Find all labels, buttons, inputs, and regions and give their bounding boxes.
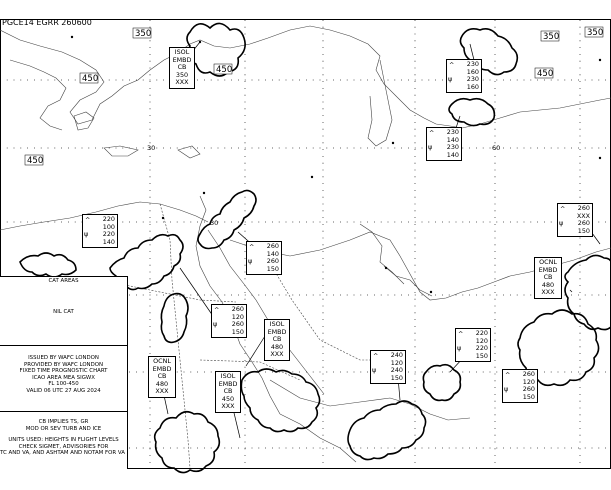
turbulence-icon: ^ (505, 371, 511, 379)
cat-areas-body: NIL CAT (53, 308, 74, 315)
turbulence-icon: ^ (85, 216, 91, 224)
fl-label: 450 (27, 156, 44, 166)
ice-turb-box: ^ ψ 220 100 220 140 (82, 214, 118, 248)
ice-turb-box: ^ ψ 260 140 260 150 (246, 241, 282, 275)
icing-icon: ψ (504, 385, 509, 393)
cb-box-isol-480: ISOL EMBD CB 480 XXX (264, 319, 290, 361)
grid-label-30-east: 30 (210, 219, 219, 227)
turbulence-icon: ^ (429, 129, 435, 137)
icing-icon: ψ (213, 320, 218, 328)
ice-turb-box: ^ ψ 260 XXX 260 150 (557, 203, 593, 237)
icing-icon: ψ (372, 366, 377, 374)
fl-label: 450 (82, 74, 99, 84)
turbulence-icon: ^ (373, 352, 379, 360)
turbulence-icon: ^ (458, 330, 464, 338)
fl-label: 450 (216, 65, 233, 75)
icing-icon: ψ (428, 143, 433, 151)
grid-label-30-north: 30 (147, 144, 156, 152)
cat-areas-panel (0, 276, 128, 345)
cat-areas-title: CAT AREAS (48, 278, 79, 284)
turbulence-icon: ^ (249, 243, 255, 251)
issue-panel: ISSUED BY WAFC LONDON PROVIDED BY WAFC LONDON FIXED TIME PROGNOSTIC CHART ICAO AREA MEA SIGWX FL 100-450 VALID 06 UTC 27 AUG 2024 (0, 345, 128, 411)
ice-turb-box: ^ ψ 230 160 230 160 (446, 59, 482, 93)
ice-turb-box: ^ ψ 230 140 230 140 (426, 127, 462, 161)
ice-turb-box: ^ ψ 220 120 220 150 (455, 328, 491, 362)
fl-label: 450 (537, 69, 554, 79)
fl-label: 350 (543, 32, 560, 42)
icing-icon: ψ (457, 344, 462, 352)
cb-box-ocnl-480-egypt: OCNL EMBD CB 480 XXX (148, 356, 176, 398)
fl-label: 350 (587, 28, 604, 38)
turbulence-icon: ^ (214, 306, 220, 314)
turbulence-icon: ^ (560, 205, 566, 213)
icing-icon: ψ (559, 219, 564, 227)
cb-box-isol-450: ISOL EMBD CB 450 XXX (215, 371, 241, 413)
icing-icon: ψ (248, 257, 253, 265)
fl-label: 350 (135, 29, 152, 39)
chart-id-label: PGCE14 EGRR 260600 (2, 18, 92, 27)
turbulence-icon: ^ (449, 61, 455, 69)
cb-box-ocnl-480-oman: OCNL EMBD CB 480 XXX (534, 257, 562, 299)
ice-turb-box: ^ ψ 260 120 260 150 (502, 369, 538, 403)
ice-turb-box: ^ ψ 240 120 240 150 (370, 350, 406, 384)
icing-icon: ψ (448, 75, 453, 83)
grid-label-60: 60 (492, 144, 501, 152)
cb-box-isol-350: ISOL EMBD CB 350 XXX (169, 47, 195, 89)
ice-turb-box: ^ ψ 260 120 260 150 (211, 304, 247, 338)
legend-panel: CB IMPLIES TS, GR MOD OR SEV TURB AND ICE UNITS USED: HEIGHTS IN FLIGHT LEVELS CHECK SIGMET, ADVISORIES FOR TC AND VA, AND ASHTAM AND NOTAM FOR VA (0, 411, 128, 469)
icing-icon: ψ (84, 230, 89, 238)
